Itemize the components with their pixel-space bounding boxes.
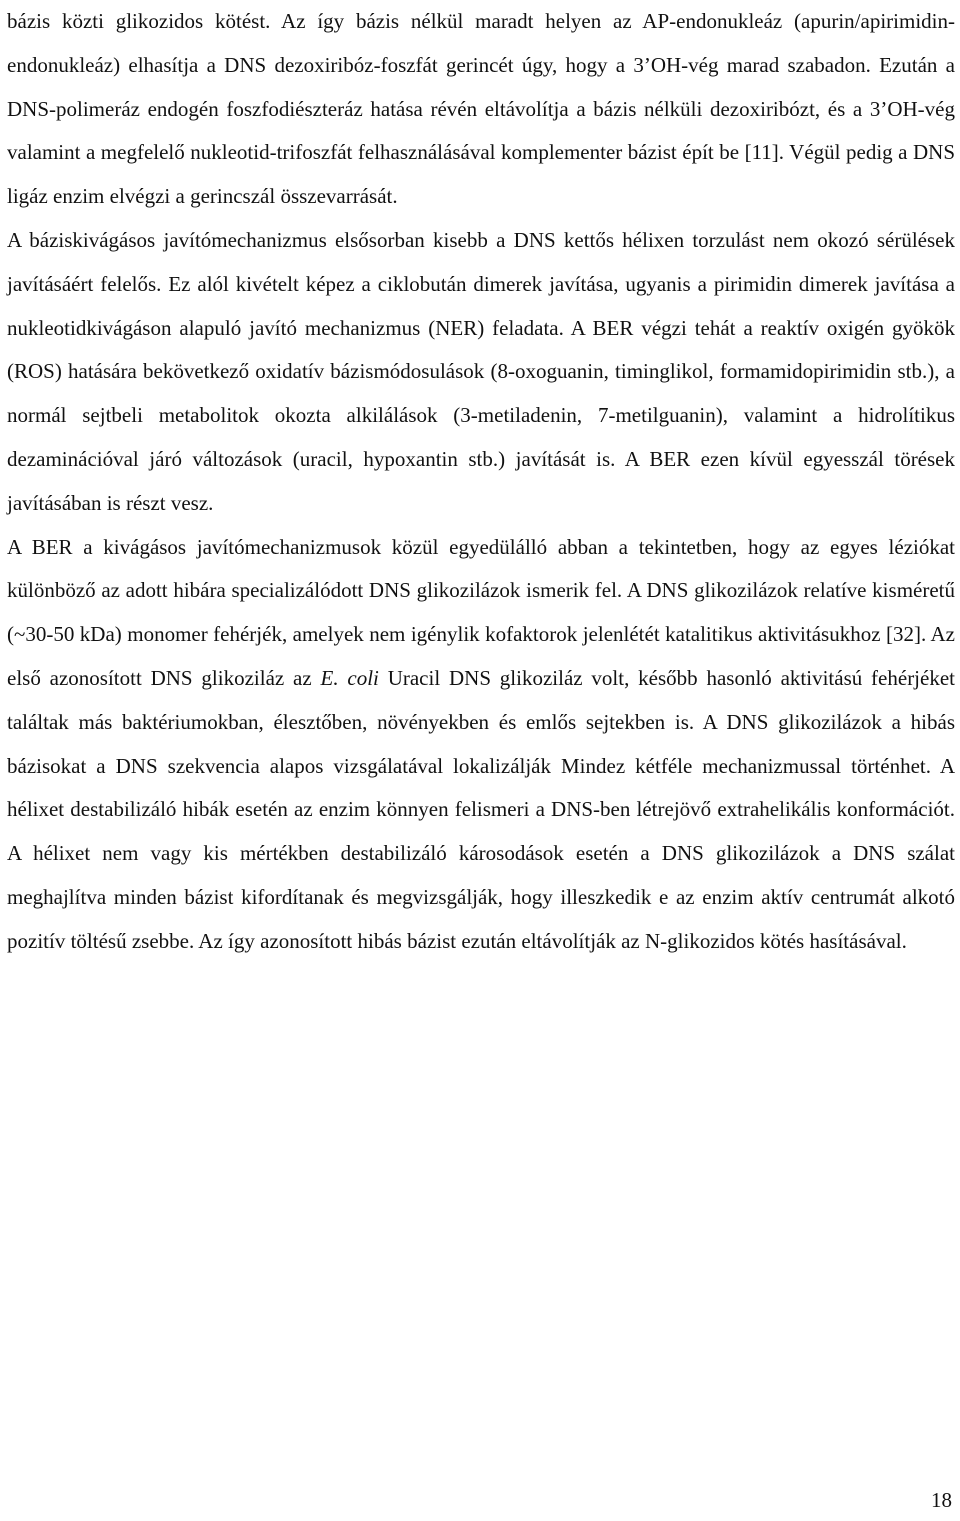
paragraph-text: Uracil DNS glikoziláz volt, később hasonló aktivitású fehérjéket találtak más baktériumokban, élesztőben, növényekben és emlős sejtekben is. A DNS glikozilázok a hibás bázisokat a DNS szekvencia alapos vizsgálatával lokalizálják Mindez kétféle mechanizmussal történhet. A hélixet destabilizáló hibák esetén az enzim könnyen felismeri a DNS-ben létrejövő extrahelikális konformációt. A hélixet nem vagy kis mértékben destabilizáló károsodások esetén a DNS glikozilázok a DNS szálat meghajlítva minden bázist kifordítanak és megvizsgálják, hogy illeszkedik e az enzim aktív centrumát alkotó pozitív töltésű zsebbe. Az így azonosított hibás bázist ezután eltávolítják az N-glikozidos kötés hasításával.	[7, 665, 955, 953]
page-number: 18	[931, 1488, 952, 1512]
paragraph-text: bázis közti glikozidos kötést. Az így bázis nélkül maradt helyen az AP-endonukleáz (apurin/apirimidin-endonukleáz) elhasítja a DNS dezoxiribóz-foszfát gerincét úgy, hogy a 3’OH-vég marad szabadon. Ezután a DNS-polimeráz endogén foszfodiészteráz hatása révén eltávolítja a bázis nélküli dezoxiribózt, és a 3’OH-vég valamint a megfelelő nukleotid-trifoszfát felhasználásával komplementer bázist épít be [11]. Végül pedig a DNS ligáz enzim elvégzi a gerincszál összevarrását.	[7, 9, 955, 209]
paragraph-text: A BER a kivágásos javítómechanizmusok közül egyedülálló abban a tekintetben, hogy az egyes léziókat különböző az adott hibára specializálódott DNS glikozilázok ismerik fel. A DNS glikozilázok relatíve kisméretű (~30-50 kDa) monomer fehérjék, amelyek nem igénylik kofaktorok jelenlétét katalitikus aktivitásukhoz [32]. Az első azonosított DNS glikoziláz az	[7, 534, 955, 690]
paragraph-1	[7, 0, 955, 219]
document-body	[7, 0, 955, 964]
paragraph-2	[7, 219, 955, 526]
paragraph-3	[7, 526, 955, 964]
paragraph-text: A báziskivágásos javítómechanizmus elsősorban kisebb a DNS kettős hélixen torzulást nem okozó sérülések javításáért felelős. Ez alól kivételt képez a ciklobután dimerek javítása, ugyanis a pirimidin dimerek javítása a nukleotidkivágáson alapuló javító mechanizmus (NER) feladata. A BER végzi tehát a reaktív oxigén gyökök (ROS) hatására bekövetkező oxidatív bázismódosulások (8-oxoguanin, timinglikol, formamidopirimidin stb.), a normál sejtbeli metabolitok okozta alkilálások (3-metiladenin, 7-metilguanin), valamint a hidrolítikus dezaminációval járó változások (uracil, hypoxantin stb.) javítását is. A BER ezen kívül egyesszál törések javításában is részt vesz.	[7, 227, 955, 515]
species-name-italic: E. coli	[320, 665, 379, 690]
